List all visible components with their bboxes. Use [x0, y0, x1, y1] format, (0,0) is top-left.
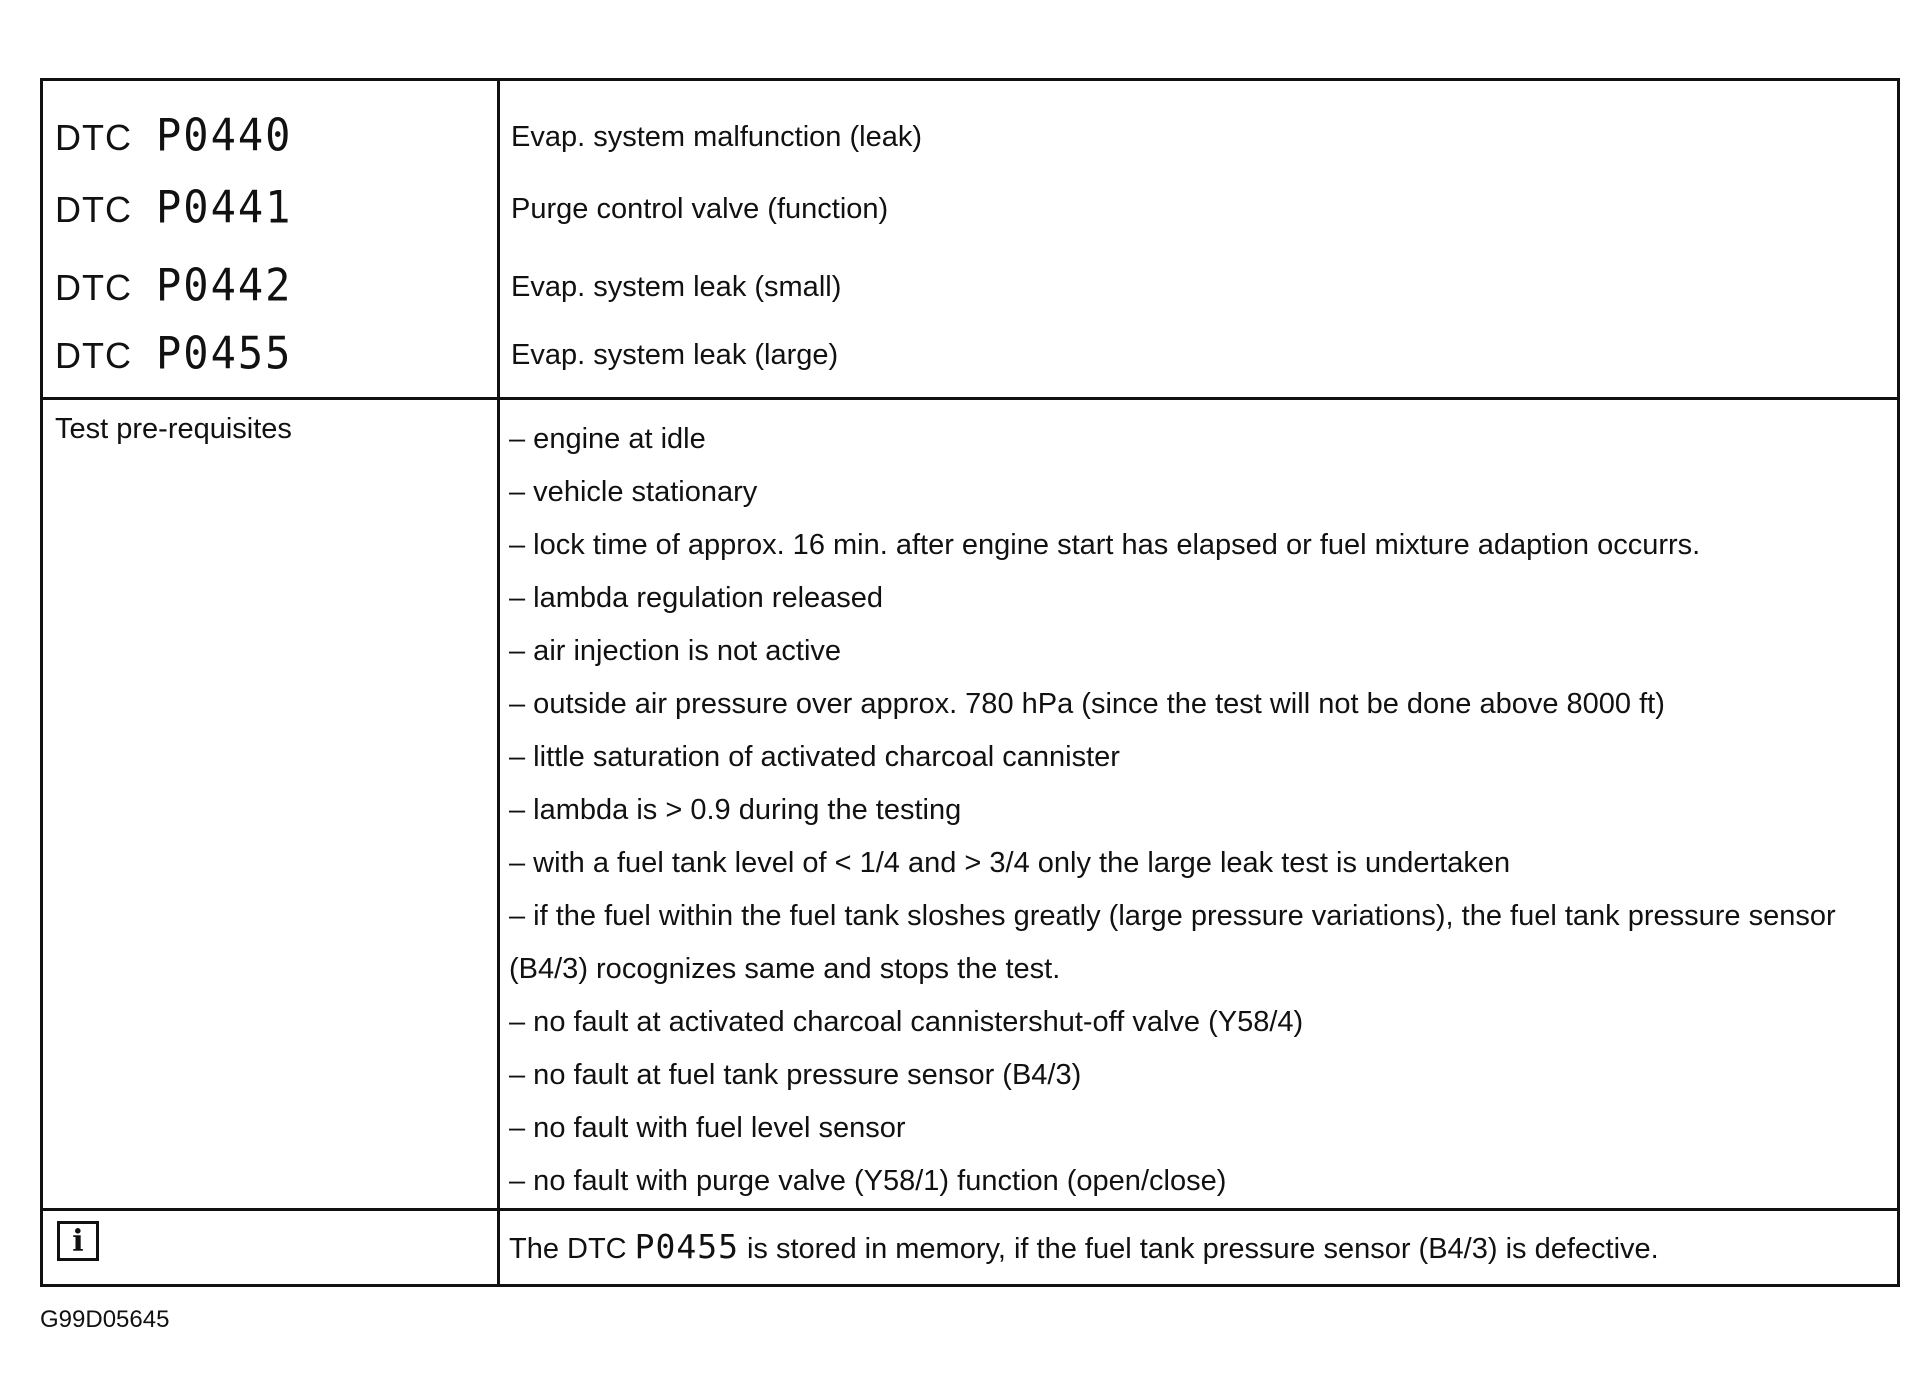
list-item: – outside air pressure over approx. 780 hPa (since the test will not be done above 8000 ft): [509, 688, 1665, 720]
prerequisites-list: [509, 413, 1889, 1208]
list-item: – with a fuel tank level of < 1/4 and > 3/4 only the large leak test is undertaken: [509, 847, 1511, 879]
dtc-prefix: DTC: [55, 335, 132, 376]
list-item: – no fault at fuel tank pressure sensor (B4/3): [509, 1059, 1082, 1091]
dtc-row: [43, 261, 1897, 321]
list-item: – air injection is not active: [509, 635, 842, 667]
info-icon-glyph: i: [72, 1223, 84, 1259]
list-item: – lock time of approx. 16 min. after engine start has elapsed or fuel mixture adaption occurrs.: [509, 529, 1701, 561]
dtc-code: P0442: [156, 259, 293, 312]
dtc-label: [55, 183, 292, 232]
list-item: – if the fuel within the fuel tank sloshes greatly (large pressure variations), the fuel tank pressure sensor (B4/3) rocognizes same and stops the test.: [509, 900, 1836, 985]
list-item: – lambda regulation released: [509, 582, 884, 614]
dtc-row: [43, 329, 1897, 389]
dtc-description: Evap. system leak (small): [511, 271, 842, 303]
list-item: – lambda is > 0.9 during the testing: [509, 794, 962, 826]
list-item: – no fault with purge valve (Y58/1) function (open/close): [509, 1165, 1227, 1197]
note-text-before: The DTC: [509, 1233, 627, 1265]
row-divider-bottom: [43, 1208, 1897, 1211]
dtc-code: P0440: [156, 109, 293, 162]
dtc-prefix: DTC: [55, 189, 132, 230]
list-item: – little saturation of activated charcoal cannister: [509, 741, 1120, 773]
dtc-row: [43, 111, 1897, 171]
info-note: [509, 1227, 1659, 1266]
dtc-description: Evap. system malfunction (leak): [511, 121, 922, 153]
dtc-description: Evap. system leak (large): [511, 339, 839, 371]
note-text-after: is stored in memory, if the fuel tank pressure sensor (B4/3) is defective.: [746, 1233, 1659, 1265]
dtc-description: Purge control valve (function): [511, 193, 889, 225]
dtc-label: [55, 111, 292, 160]
dtc-prefix: DTC: [55, 117, 132, 158]
dtc-label: [55, 261, 292, 310]
dtc-prefix: DTC: [55, 267, 132, 308]
list-item: – vehicle stationary: [509, 476, 758, 508]
list-item: – no fault at activated charcoal cannistershut-off valve (Y58/4): [509, 1006, 1304, 1038]
dtc-code: P0441: [156, 181, 293, 234]
figure-id: G99D05645: [40, 1306, 170, 1333]
dtc-label: [55, 329, 292, 378]
info-icon: [57, 1221, 99, 1261]
dtc-code: P0455: [156, 327, 293, 380]
list-item: – engine at idle: [509, 423, 706, 455]
dtc-table: [40, 78, 1900, 1287]
row-divider-top: [43, 397, 1897, 400]
dtc-row: [43, 183, 1897, 243]
prerequisites-label: Test pre-requisites: [55, 413, 292, 445]
note-dtc-code: P0455: [634, 1227, 739, 1266]
list-item: – no fault with fuel level sensor: [509, 1112, 906, 1144]
